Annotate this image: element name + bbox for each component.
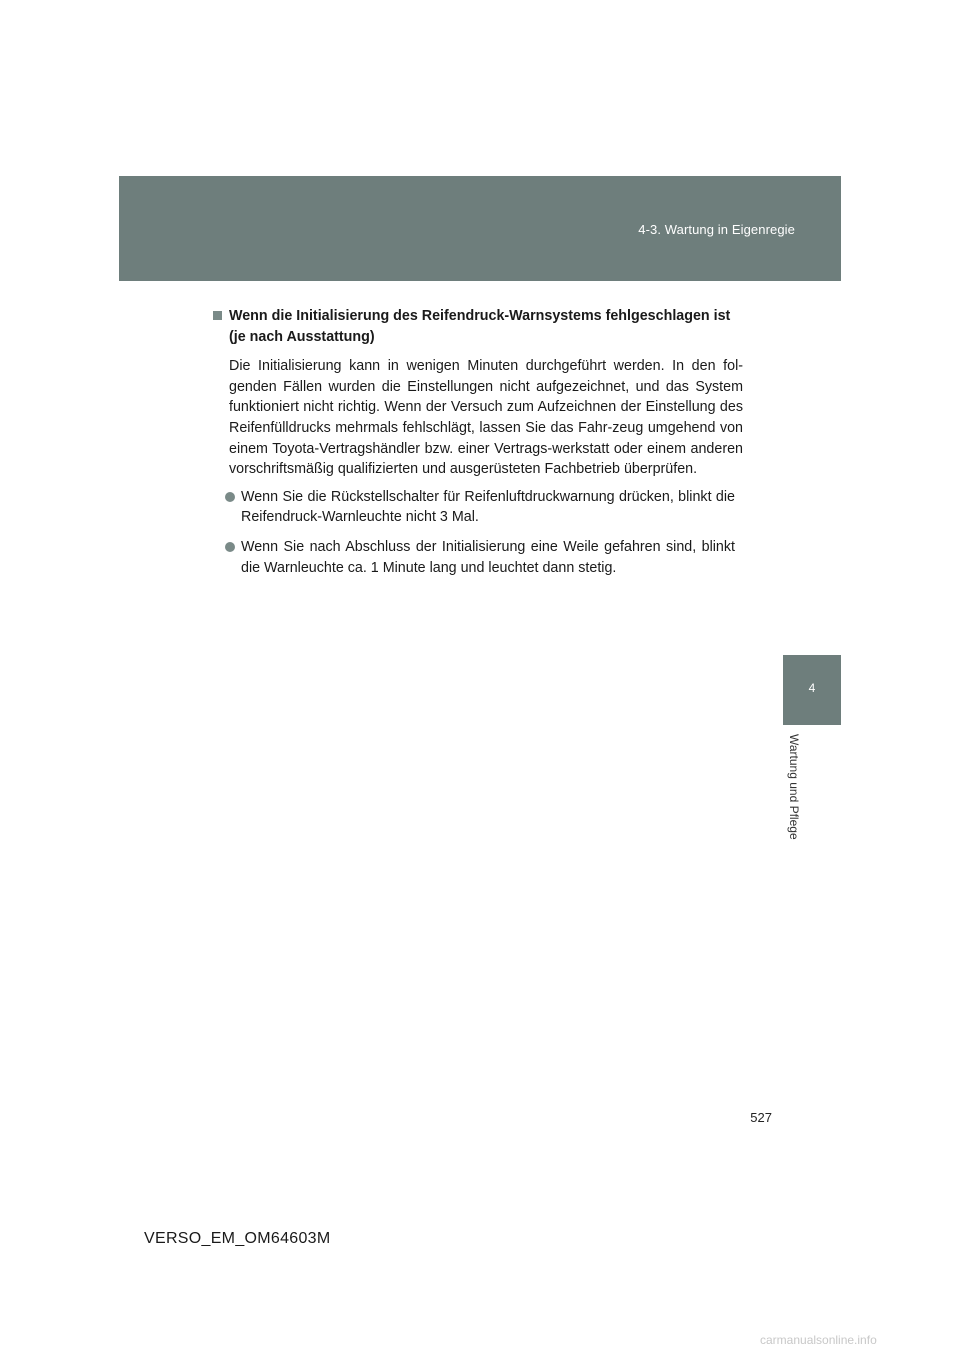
section-title: 4-3. Wartung in Eigenregie [638,222,795,237]
square-bullet-icon [213,311,222,320]
chapter-label: Wartung und Pflege [787,734,801,840]
list-item-text: Wenn Sie nach Abschluss der Initialisierung eine Weile gefahren sind, blinkt die Warnleuchte ca. 1 Minute lang und leuchtet dann stetig. [241,538,735,576]
circle-bullet-icon [225,492,235,502]
page-number: 527 [750,1110,772,1125]
section-heading [213,306,743,347]
header-band [119,176,841,281]
main-content [213,306,743,587]
watermark: carmanualsonline.info [760,1333,877,1347]
chapter-number: 4 [808,681,816,695]
bullet-list [213,487,743,578]
circle-bullet-icon [225,542,235,552]
list-item-text: Wenn Sie die Rückstellschalter für Reifenluftdruckwarnung drücken, blinkt die Reifendruck-Warnleuchte nicht 3 Mal. [241,488,735,526]
body-paragraph: Die Initialisierung kann in wenigen Minuten durchgeführt werden. In den fol-genden Fällen wurden die Einstellungen nicht aufgezeichnet, und das System funktioniert nicht richtig. Wenn der Versuch zum Aufzeichnen der Einstellung des Reifenfülldrucks mehrmals fehlschlägt, lassen Sie das Fahr-zeug umgehend von einem Toyota-Vertragshändler bzw. einer Vertrags-werkstatt oder einem anderen vorschriftsmäßig qualifizierten und ausgerüsteten Fachbetrieb überprüfen. [229,358,743,478]
chapter-tab [783,655,841,725]
section-heading-text: Wenn die Initialisierung des Reifendruck-Warnsystems fehlgeschlagen ist (je nach Ausstattung) [229,308,731,345]
list-item [225,537,743,578]
list-item [225,487,743,528]
document-code: VERSO_EM_OM64603M [144,1230,331,1247]
